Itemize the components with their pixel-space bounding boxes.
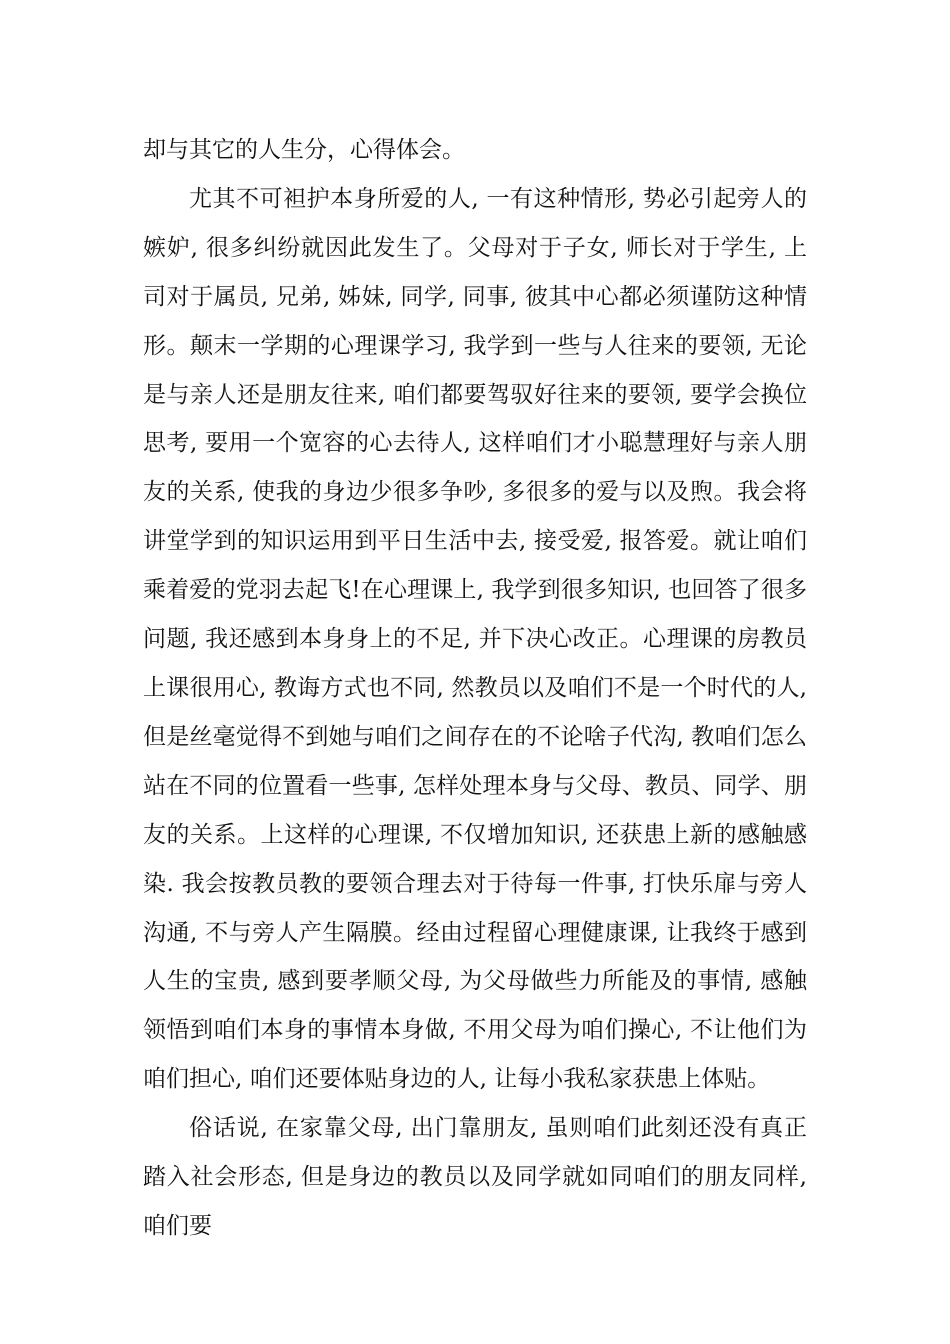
paragraph-last: 俗话说, 在家靠父母, 出门靠朋友, 虽则咱们此刻还没有真正踏入社会形态, 但是身边的教员以及同学就如同咱们的朋友同样, 咱们要: [143, 1115, 807, 1239]
paragraph-main: 尤其不可袒护本身所爱的人, 一有这种情形, 势必引起旁人的嫉妒, 很多纠纷就因此发生了。父母对于子女, 师长对于学生, 上司对于属员, 兄弟, 姊妹, 同学, 同事, 彼其中心都必须谨防这种情形。颠末一学期的心理课学习, 我学到一些与人往来的要领, 无论是与亲人还是朋友往来, 咱们都要驾驭好往来的要领, 要学会换位思考, 要用一个宽容的心去待人, 这样咱们才小聪慧理好与亲人朋友的关系, 使我的身边少很多争吵, 多很多的爱与以及煦。我会将讲堂学到的知识运用到平日生活中去, 接受爱, 报答爱。就让咱们乘着爱的党羽去起飞!在心理课上, 我学到很多知识, 也回答了很多问题, 我还感到本身身上的不足, 并下决心改正。心理课的房教员上课很用心, 教诲方式也不同, 然教员以及咱们不是一个时代的人, 但是丝毫觉得不到她与咱们之间存在的不论啥子代沟, 教咱们怎么站在不同的位置看一些事, 怎样处理本身与父母、教员、同学、朋友的关系。上这样的心理课, 不仅增加知识, 还获患上新的感触感染. 我会按教员教的要领合理去对于待每一件事, 打快乐扉与旁人沟通, 不与旁人产生隔膜。经由过程留心理健康课, 让我终于感到人生的宝贵, 感到要孝顺父母, 为父母做些力所能及的事情, 感触领悟到咱们本身的事情本身做, 不用父母为咱们操心, 不让他们为咱们担心, 咱们还要体贴身边的人, 让每小我私家获患上体贴。: [143, 185, 807, 1093]
paragraph-continuation: 却与其它的人生分，心得体会。: [143, 137, 465, 163]
body-text: [143, 126, 807, 1251]
